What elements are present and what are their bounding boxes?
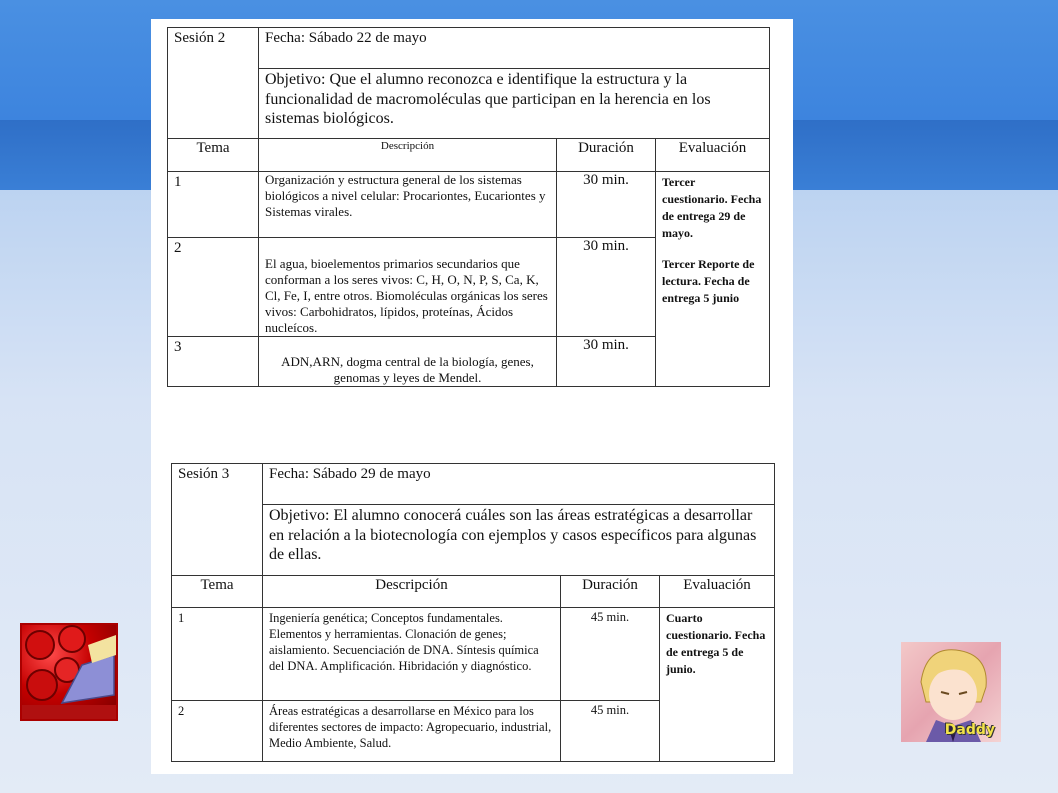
session-objective: Objetivo: Que el alumno reconozca e identifique la estructura y la funcionalidad de macromoléculas que participan en la herencia en los sistemas biológicos. <box>259 69 770 139</box>
roses-illustration <box>22 625 116 719</box>
header-duracion: Duración <box>561 576 660 608</box>
row-duracion: 30 min. <box>557 238 656 337</box>
row-descripcion: ADN,ARN, dogma central de la biología, genes, genomas y leyes de Mendel. <box>259 337 557 387</box>
row-tema: 2 <box>172 701 263 762</box>
session-label: Sesión 2 <box>168 28 259 139</box>
evaluation-1: Tercer cuestionario. Fecha de entrega 29 de mayo. <box>662 175 762 240</box>
row-descripcion: Organización y estructura general de los sistemas biológicos a nivel celular: Procariontes, Eucariontes y Sistemas virales. <box>259 172 557 238</box>
header-evaluacion: Evaluación <box>660 576 775 608</box>
row-descripcion: Ingeniería genética; Conceptos fundamentales. Elementos y herramientas. Clonación de genes; aislamiento. Secuenciación de DNA. Síntesis química del DNA. Amplificación. Hibridación y diagnóstico. <box>263 608 561 701</box>
row-duracion: 45 min. <box>561 608 660 701</box>
row-duracion: 45 min. <box>561 701 660 762</box>
session-3-table <box>171 463 775 762</box>
session-objective: Objetivo: El alumno conocerá cuáles son las áreas estratégicas a desarrollar en relación a la biotecnología con ejemplos y casos específicos para algunas de ellas. <box>263 505 775 576</box>
table-row <box>172 608 775 701</box>
session-date: Fecha: Sábado 22 de mayo <box>259 28 770 69</box>
header-evaluacion: Evaluación <box>656 139 770 172</box>
header-tema: Tema <box>168 139 259 172</box>
header-descripcion: Descripción <box>259 139 557 172</box>
row-duracion: 30 min. <box>557 337 656 387</box>
roses-picture <box>20 623 118 721</box>
header-duracion: Duración <box>557 139 656 172</box>
row-descripcion: Áreas estratégicas a desarrollarse en México para los diferentes sectores de impacto: Agropecuario, industrial, Medio Ambiente, Salud. <box>263 701 561 762</box>
row-descripcion: El agua, bioelementos primarios secundarios que conforman a los seres vivos: C, H, O, N, P, S, Ca, K, Cl, Fe, I, entre otros. Biomoléculas orgánicas los seres vivos: Carbohidratos, lípidos, proteínas, Ácidos nucleícos. <box>259 238 557 337</box>
row-tema: 1 <box>168 172 259 238</box>
table-row <box>168 172 770 238</box>
row-tema: 2 <box>168 238 259 337</box>
session-2-table <box>167 27 770 387</box>
image-caption: Daddy <box>944 722 995 738</box>
evaluation-cell <box>656 172 770 387</box>
row-tema: 1 <box>172 608 263 701</box>
evaluation-2: Tercer Reporte de lectura. Fecha de entrega 5 junio <box>662 257 755 305</box>
evaluation-cell: Cuarto cuestionario. Fecha de entrega 5 de junio. <box>660 608 775 762</box>
session-date: Fecha: Sábado 29 de mayo <box>263 464 775 505</box>
row-tema: 3 <box>168 337 259 387</box>
row-duracion: 30 min. <box>557 172 656 238</box>
session-label: Sesión 3 <box>172 464 263 576</box>
header-descripcion: Descripción <box>263 576 561 608</box>
document-page <box>151 19 793 774</box>
header-tema: Tema <box>172 576 263 608</box>
anime-character-picture <box>901 642 1001 742</box>
